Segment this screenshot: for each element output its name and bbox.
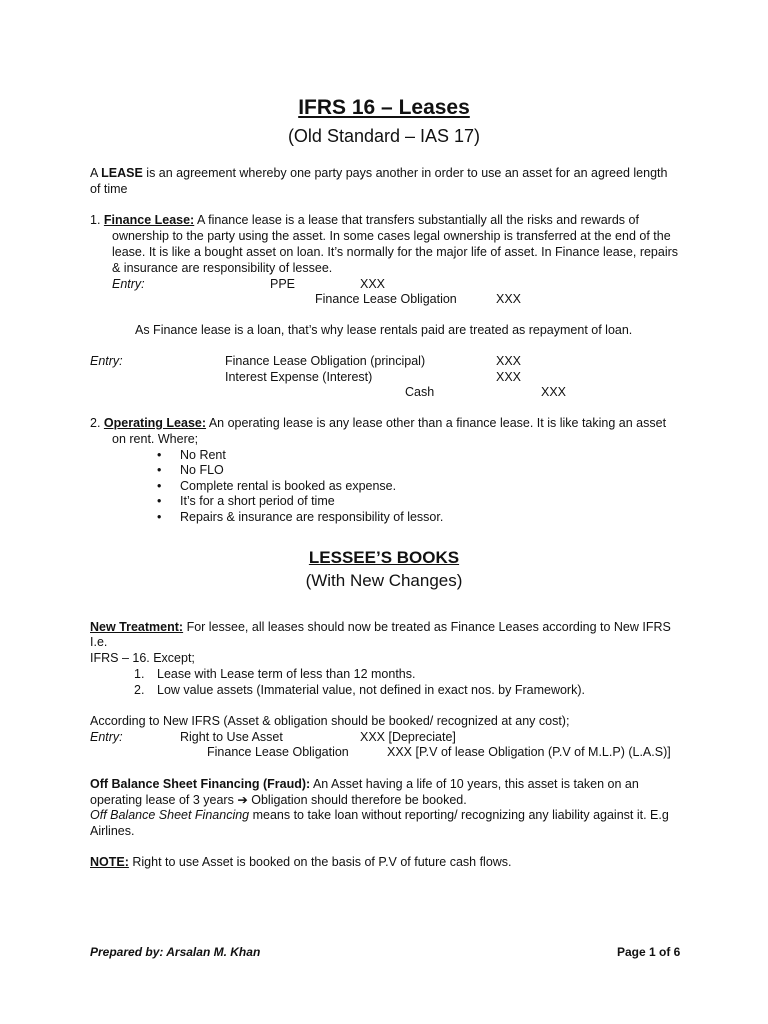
entry-2-credit: Cash: [405, 385, 435, 399]
entry-debit-amount: XXX: [360, 277, 386, 291]
operating-lease-line-1: 2. Operating Lease: An operating lease is any lease other than a finance lease. It is like taking an asset: [90, 416, 667, 430]
intro-line-1: A LEASE is an agreement whereby one party pays another in order to use an asset for an agreed length: [90, 166, 668, 180]
entry-2-label: Entry:: [90, 354, 123, 368]
finance-lease-line-4: & insurance are responsibility of lessee.: [112, 261, 333, 275]
ifrs-entry-credit: Finance Lease Obligation: [207, 745, 349, 759]
page-title: IFRS 16 – Leases: [298, 96, 470, 119]
new-treatment-line-1: New Treatment: For lessee, all leases should now be treated as Finance Leases according to New IFRS: [90, 620, 671, 634]
intro-line-2: of time: [90, 182, 128, 196]
off-balance-line-2: operating lease of 3 years ➔ Obligation should therefore be booked.: [90, 793, 467, 807]
off-balance-line-1: Off Balance Sheet Financing (Fraud): An Asset having a life of 10 years, this asset is taken on an: [90, 777, 639, 791]
ifrs-entry-label: Entry:: [90, 730, 123, 744]
ifrs-entry-debit: Right to Use Asset: [180, 730, 283, 744]
operating-lease-heading: Operating Lease:: [103, 416, 207, 430]
bullet-text: No FLO: [180, 463, 224, 477]
finance-lease-heading: Finance Lease:: [103, 213, 195, 227]
ifrs-entry-intro: According to New IFRS (Asset & obligation should be booked/ recognized at any cost);: [90, 714, 570, 728]
list-item: Lease with Lease term of less than 12 months.: [157, 667, 416, 681]
off-balance-line-4: Airlines.: [90, 824, 135, 838]
footer-prepared-by: Prepared by: Arsalan M. Khan: [90, 945, 261, 959]
lessee-books-subheading: (With New Changes): [305, 571, 463, 590]
new-treatment-heading: New Treatment:: [90, 620, 184, 634]
entry-2-debit-1: Finance Lease Obligation (principal): [225, 354, 426, 368]
list-item: •: [157, 479, 162, 493]
list-item: •: [157, 510, 162, 524]
finance-lease-line-2: ownership to the party using the asset. In some cases legal ownership is transferred at the end of the: [112, 229, 671, 243]
entry-2-credit-amount: XXX: [541, 385, 567, 399]
list-item: •: [157, 494, 162, 508]
entry-2-debit-2: Interest Expense (Interest): [225, 370, 373, 384]
ifrs-entry-debit-amount: XXX [Depreciate]: [360, 730, 456, 744]
lessee-books-heading: LESSEE’S BOOKS: [308, 548, 460, 567]
bullet-text: Complete rental is booked as expense.: [180, 479, 397, 493]
entry-label: Entry:: [112, 277, 145, 291]
list-item: •: [157, 448, 162, 462]
finance-lease-line-3: lease. It is like a bought asset on loan. It’s normally for the major life of asset. In Finance lease, repairs: [112, 245, 679, 259]
off-balance-heading: Off Balance Sheet Financing (Fraud):: [90, 777, 311, 791]
bullet-text: Repairs & insurance are responsibility of lessor.: [180, 510, 444, 524]
note-heading: NOTE:: [90, 855, 129, 869]
list-item: •: [157, 463, 162, 477]
list-item-number: 2.: [134, 683, 145, 697]
entry-credit-amount: XXX: [496, 292, 522, 306]
bullet-text: No Rent: [180, 448, 226, 462]
footer-page-number: Page 1 of 6: [617, 945, 681, 959]
entry-2-debit-2-amount: XXX: [496, 370, 522, 384]
list-item-number: 1.: [134, 667, 145, 681]
lease-term: LEASE: [101, 166, 143, 180]
finance-lease-note: As Finance lease is a loan, that’s why lease rentals paid are treated as repayment of loan.: [135, 323, 633, 337]
ifrs-entry-credit-amount: XXX [P.V of lease Obligation (P.V of M.L.P) (L.A.S)]: [387, 745, 671, 759]
entry-credit: Finance Lease Obligation: [315, 292, 457, 306]
entry-debit: PPE: [270, 277, 296, 291]
new-treatment-line-2: I.e.: [90, 635, 108, 649]
operating-lease-line-2: on rent. Where;: [112, 432, 199, 446]
note-line: NOTE: Right to use Asset is booked on the basis of P.V of future cash flows.: [90, 855, 512, 869]
off-balance-line-3: Off Balance Sheet Financing means to take loan without reporting/ recognizing any liability against it. E.g: [90, 808, 669, 822]
bullet-text: It’s for a short period of time: [180, 494, 335, 508]
new-treatment-line-3: IFRS – 16. Except;: [90, 651, 195, 665]
page-subtitle: (Old Standard – IAS 17): [287, 126, 481, 146]
list-item: Low value assets (Immaterial value, not defined in exact nos. by Framework).: [157, 683, 585, 697]
entry-2-debit-1-amount: XXX: [496, 354, 522, 368]
finance-lease-line-1: 1. Finance Lease: A finance lease is a lease that transfers substantially all the risks and rewards of: [90, 213, 639, 227]
